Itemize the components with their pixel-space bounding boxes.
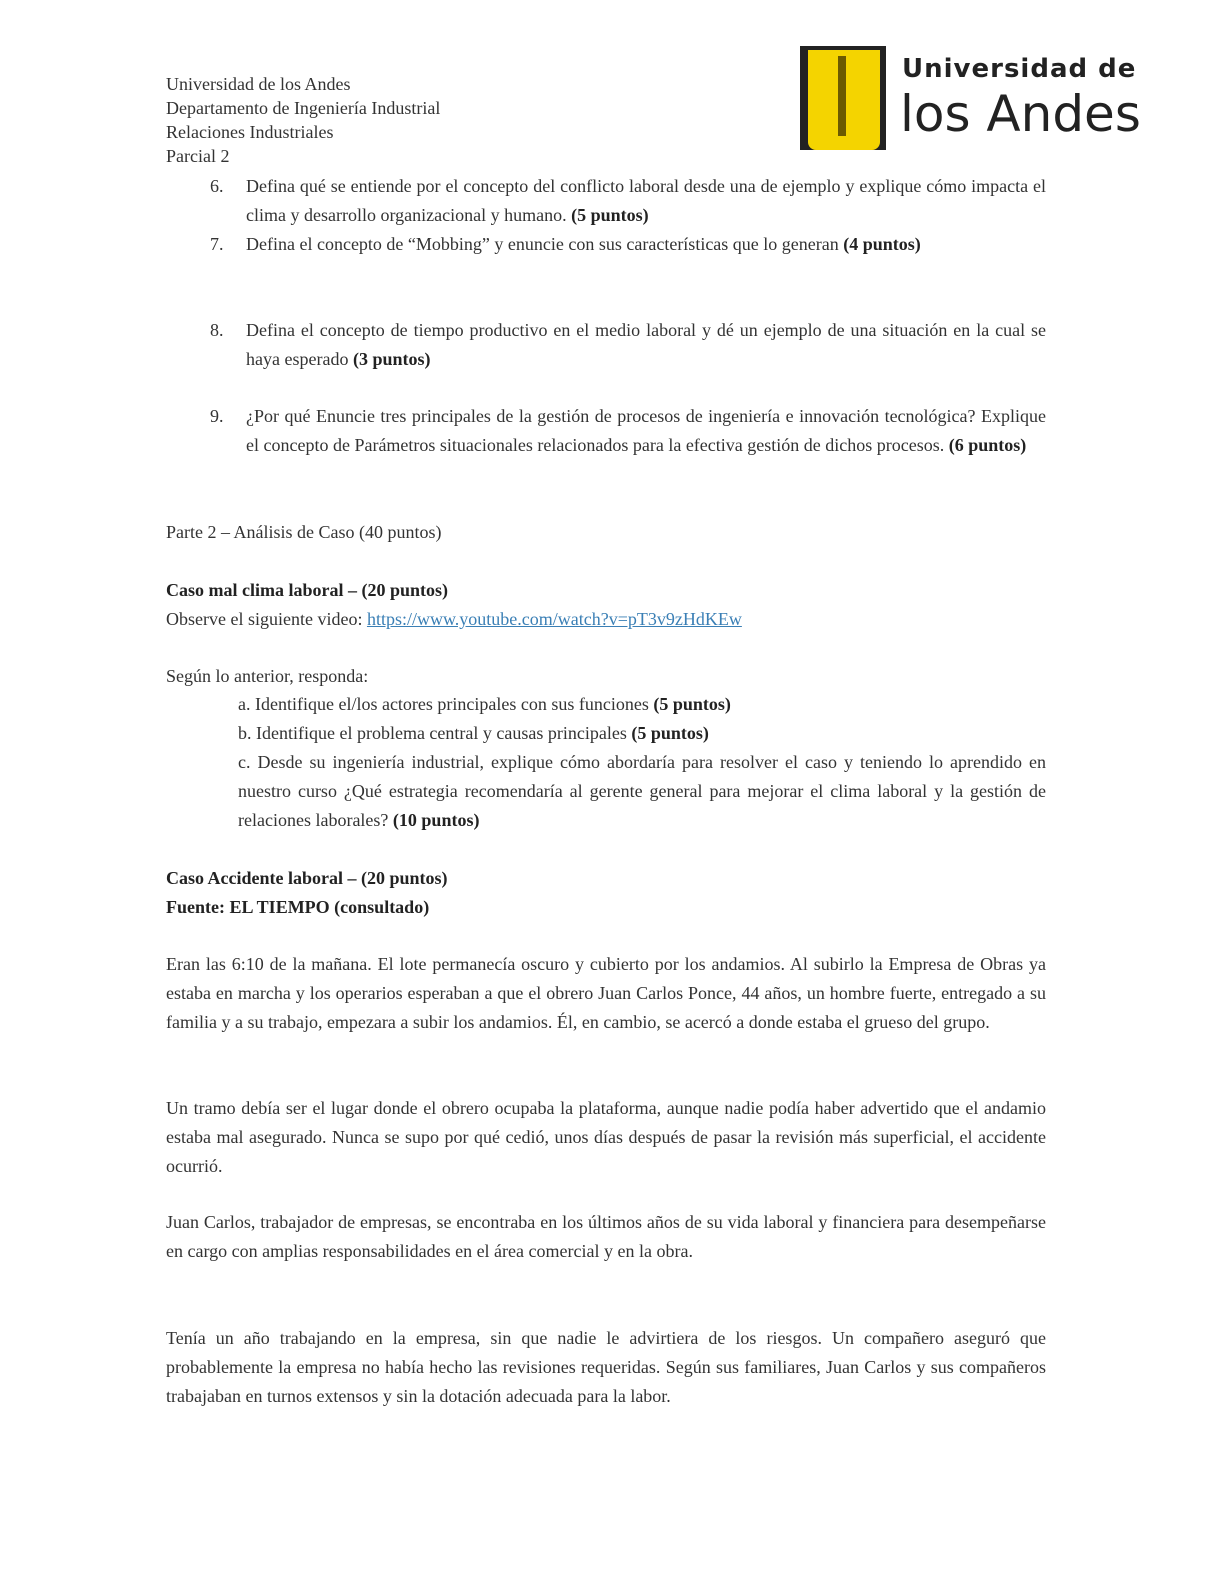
case1-items: [238, 690, 1046, 835]
case2-source: Fuente: EL TIEMPO (consultado): [166, 897, 430, 917]
question-number: 8.: [210, 320, 224, 340]
question-points: (6 puntos): [948, 435, 1027, 455]
document-header: [166, 72, 440, 168]
logo-mark-icon: [800, 46, 886, 150]
case1-item-b: [238, 719, 1046, 748]
case2-title: Caso Accidente laboral – (20 puntos): [166, 868, 448, 888]
question-number: 7.: [210, 234, 224, 254]
course-name: Relaciones Industriales: [166, 122, 334, 142]
item-points: (10 puntos): [392, 810, 480, 830]
question-8: [210, 316, 1046, 374]
logo-line-2: los Andes: [900, 85, 1141, 143]
item-text: a. Identifique el/los actores principales con sus funciones: [238, 694, 649, 714]
item-points: (5 puntos): [653, 694, 731, 714]
case2-paragraph: Tenía un año trabajando en la empresa, sin que nadie le advirtiera de los riesgos. Un compañero aseguró que probablemente la empresa no había hecho las revisiones requeridas. Según sus familiares, Juan Carlos y sus compañeros trabajaban en turnos extensos y sin la dotación adecuada para la labor.: [166, 1328, 1046, 1406]
question-number: 9.: [210, 406, 224, 426]
item-text: b. Identifique el problema central y causas principales: [238, 723, 627, 743]
case1-instruction: Observe el siguiente video:: [166, 609, 363, 629]
question-points: (5 puntos): [571, 205, 649, 225]
case1-title: Caso mal clima laboral – (20 puntos): [166, 580, 449, 600]
case2-paragraph: Un tramo debía ser el lugar donde el obrero ocupaba la plataforma, aunque nadie podía haber advertido que el andamio estaba mal asegurado. Nunca se supo por qué cedió, unos días después de pasar la revisión más superficial, el accidente ocurrió.: [166, 1098, 1046, 1176]
item-points: (5 puntos): [631, 723, 709, 743]
case2-paragraph: Eran las 6:10 de la mañana. El lote permanecía oscuro y cubierto por los andamios. Al subirlo la Empresa de Obras ya estaba en marcha y los operarios esperaban a que el obrero Juan Carlos Ponce, 44 años, un hombre fuerte, entregado a su familia y a su trabajo, empezara a subir los andamios. Él, en cambio, se acercó a donde estaba el grueso del grupo.: [166, 954, 1046, 1032]
item-text: c. Desde su ingeniería industrial, explique cómo abordaría para resolver el caso y teniendo lo aprendido en nuestro curso ¿Qué estrategia recomendaría al gerente general para mejorar el clima laboral y la gestión de relaciones laborales?: [238, 752, 1046, 830]
question-text: ¿Por qué Enuncie tres principales de la gestión de procesos de ingeniería e innovación tecnológica? Explique el concepto de Parámetros situacionales relacionados para la efectiva gestión de dichos procesos.: [246, 406, 1046, 455]
question-text: Defina el concepto de “Mobbing” y enuncie con sus características que lo generan: [246, 234, 839, 254]
university-name: Universidad de los Andes: [166, 74, 351, 94]
case2-paragraph: Juan Carlos, trabajador de empresas, se encontraba en los últimos años de su vida laboral y financiera para desempeñarse en cargo con amplias responsabilidades en el área comercial y en la obra.: [166, 1212, 1046, 1261]
university-logo: [800, 46, 1150, 150]
question-text: Defina qué se entiende por el concepto del conflicto laboral desde una de ejemplo y explique cómo impacta el clima y desarrollo organizacional y humano.: [246, 176, 1046, 225]
question-points: (3 puntos): [352, 349, 431, 369]
case1-item-c: [238, 748, 1046, 835]
case1-section: [166, 576, 1046, 634]
question-points: (4 puntos): [843, 234, 921, 254]
case2-heading: [166, 864, 1046, 922]
question-6: [210, 172, 1046, 230]
question-text: Defina el concepto de tiempo productivo en el medio laboral y dé un ejemplo de una situación en la cual se haya esperado: [246, 320, 1046, 369]
case1-prompt: Según lo anterior, responda:: [166, 666, 369, 686]
case1-item-a: [238, 690, 1046, 719]
question-number: 6.: [210, 176, 224, 196]
exam-name: Parcial 2: [166, 146, 230, 166]
logo-line-1: Universidad de: [902, 54, 1137, 84]
part2-title: Parte 2 – Análisis de Caso (40 puntos): [166, 522, 442, 542]
video-link[interactable]: https://www.youtube.com/watch?v=pT3v9zHdKEw: [366, 609, 742, 629]
department-name: Departamento de Ingeniería Industrial: [166, 98, 441, 118]
question-7: [210, 230, 1046, 259]
question-9: [210, 402, 1046, 460]
